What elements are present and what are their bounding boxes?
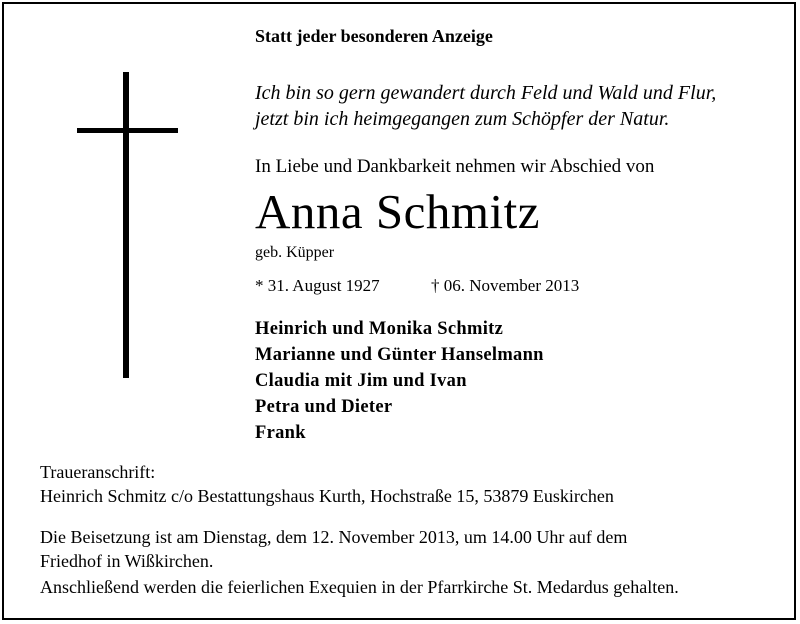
birth-date: * 31. August 1927 bbox=[255, 276, 380, 295]
death-date: † 06. November 2013 bbox=[431, 276, 580, 295]
burial-info: Friedhof in Wißkirchen. bbox=[40, 551, 214, 571]
address-value: Heinrich Schmitz c/o Bestattungshaus Kurth, Hochstraße 15, 53879 Euskirchen bbox=[40, 486, 614, 506]
address-label: Traueranschrift: bbox=[40, 462, 156, 482]
verse-line: jetzt bin ich heimgegangen zum Schöpfer der Natur. bbox=[255, 108, 670, 130]
burial-info: Die Beisetzung ist am Dienstag, dem 12. November 2013, um 14.00 Uhr auf dem bbox=[40, 527, 628, 547]
mourner-name: Heinrich und Monika Schmitz bbox=[255, 319, 504, 339]
notice-header: Statt jeder besonderen Anzeige bbox=[255, 26, 493, 46]
birth-name: geb. Küpper bbox=[255, 244, 335, 261]
mourner-name: Frank bbox=[255, 423, 306, 443]
deceased-name: Anna Schmitz bbox=[255, 184, 540, 239]
farewell-intro: In Liebe und Dankbarkeit nehmen wir Abschied von bbox=[255, 156, 655, 177]
requiem-info: Anschließend werden die feierlichen Exequien in der Pfarrkirche St. Medardus gehalten. bbox=[40, 577, 679, 597]
mourner-name: Marianne und Günter Hanselmann bbox=[255, 345, 544, 365]
verse-line: Ich bin so gern gewandert durch Feld und Wald und Flur, bbox=[255, 82, 717, 104]
mourner-name: Claudia mit Jim und Ivan bbox=[255, 371, 467, 391]
mourner-name: Petra und Dieter bbox=[255, 397, 393, 417]
